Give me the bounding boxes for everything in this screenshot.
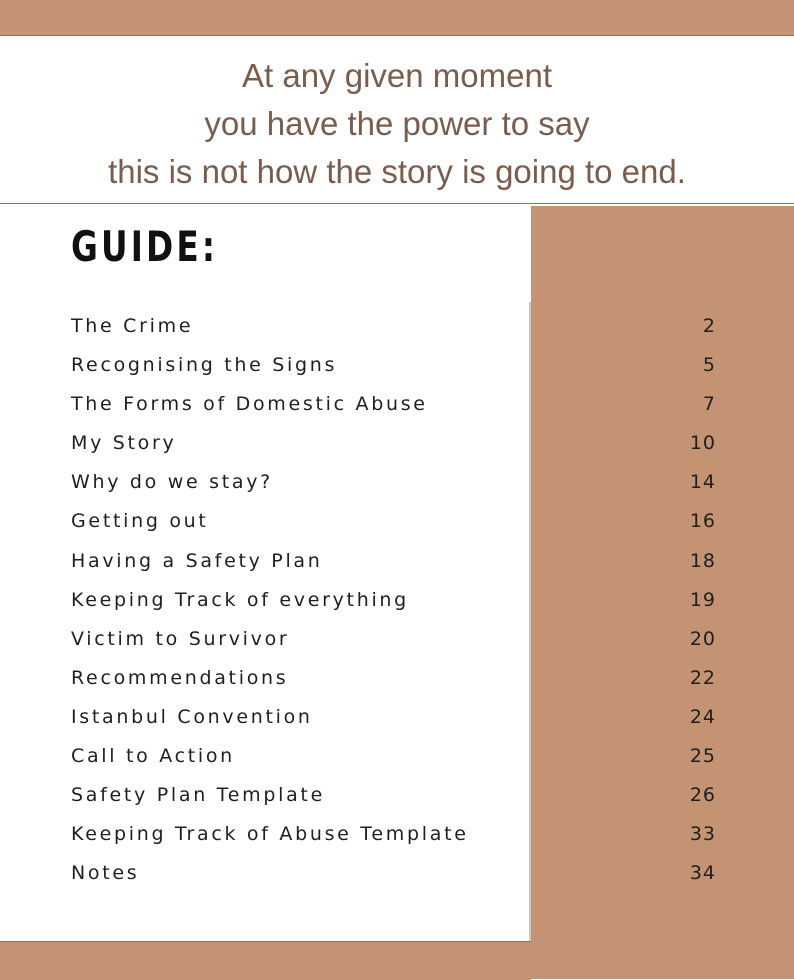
guide-title: GUIDE: bbox=[71, 222, 219, 271]
toc-item[interactable] bbox=[71, 737, 716, 776]
toc-item-label: My Story bbox=[71, 432, 177, 455]
toc-item[interactable] bbox=[71, 502, 716, 541]
toc-item[interactable] bbox=[71, 463, 716, 502]
toc-item-page: 34 bbox=[689, 862, 716, 885]
toc-item[interactable] bbox=[71, 385, 716, 424]
toc-item-label: Call to Action bbox=[71, 745, 235, 768]
toc-item-label: Having a Safety Plan bbox=[71, 549, 323, 572]
toc-item-label: Getting out bbox=[71, 510, 209, 533]
toc-item-page: 26 bbox=[689, 784, 716, 807]
toc-item[interactable] bbox=[71, 307, 716, 346]
toc-item-label: Keeping Track of everything bbox=[71, 588, 409, 611]
toc-item[interactable] bbox=[71, 346, 716, 385]
toc-item-label: Victim to Survivor bbox=[71, 627, 290, 650]
quote-line-2: you have the power to say bbox=[204, 105, 590, 142]
toc-item-label: Recognising the Signs bbox=[71, 354, 338, 377]
toc-item-label: The Crime bbox=[71, 315, 194, 337]
toc-item-label: The Forms of Domestic Abuse bbox=[71, 393, 428, 416]
toc-item-page: 25 bbox=[689, 745, 716, 768]
toc-item[interactable] bbox=[71, 659, 716, 698]
toc-item-label: Recommendations bbox=[71, 666, 289, 689]
toc-item-page: 16 bbox=[689, 510, 716, 533]
toc-item-page: 33 bbox=[689, 823, 716, 846]
table-of-contents bbox=[71, 307, 716, 893]
toc-item[interactable] bbox=[71, 815, 716, 854]
toc-item-label: Safety Plan Template bbox=[71, 784, 325, 807]
toc-item-page: 22 bbox=[689, 666, 716, 689]
toc-item[interactable] bbox=[71, 776, 716, 815]
toc-item[interactable] bbox=[71, 542, 716, 581]
toc-item-page: 20 bbox=[689, 627, 716, 650]
quote-line-3: this is not how the story is going to end. bbox=[108, 153, 686, 190]
bottom-accent-band bbox=[0, 941, 531, 980]
toc-item-page: 19 bbox=[689, 588, 716, 611]
toc-item[interactable] bbox=[71, 620, 716, 659]
toc-item-label: Keeping Track of Abuse Template bbox=[71, 823, 469, 846]
toc-item-label: Why do we stay? bbox=[71, 471, 273, 494]
quote-line-1: At any given moment bbox=[242, 57, 552, 94]
toc-item-label: Istanbul Convention bbox=[71, 705, 313, 728]
toc-item[interactable] bbox=[71, 698, 716, 737]
toc-item-page: 2 bbox=[702, 315, 716, 337]
toc-item-page: 10 bbox=[689, 432, 716, 455]
toc-item-page: 14 bbox=[689, 471, 716, 494]
toc-item-page: 24 bbox=[689, 705, 716, 728]
toc-item[interactable] bbox=[71, 581, 716, 620]
toc-item[interactable] bbox=[71, 854, 716, 893]
toc-item[interactable] bbox=[71, 424, 716, 463]
toc-item-label: Notes bbox=[71, 862, 140, 885]
toc-item-page: 5 bbox=[702, 354, 716, 377]
toc-item-page: 18 bbox=[689, 549, 716, 572]
quote-block bbox=[0, 36, 794, 204]
top-accent-band bbox=[0, 0, 794, 36]
toc-item-page: 7 bbox=[702, 393, 716, 416]
